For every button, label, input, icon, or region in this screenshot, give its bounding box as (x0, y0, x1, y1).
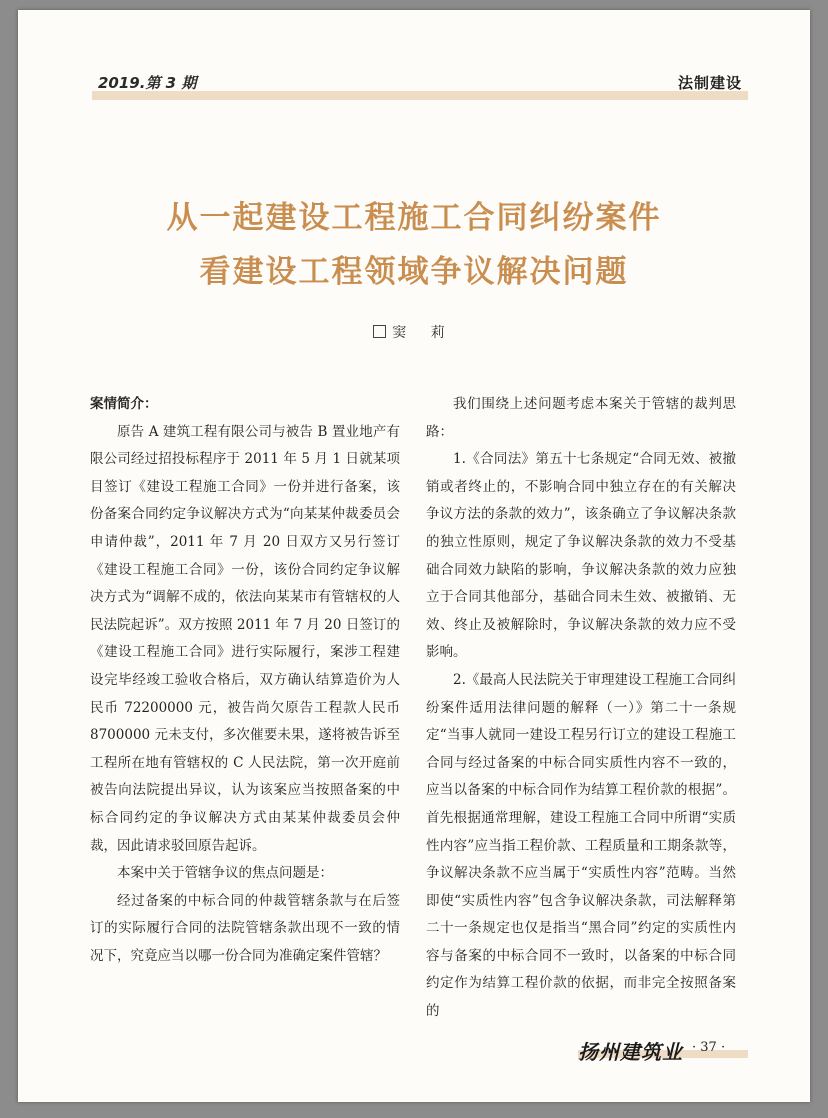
left-paragraph: 原告 A 建筑工程有限公司与被告 B 置业地产有限公司经过招投标程序于 2011 年 5 月 1 日就某项目签订《建设工程施工合同》一份并进行备案，该份备案合同约定争议解决方式为“向某某仲裁委员会申请仲裁”，2011 年 7 月 20 日双方又另行签订《建设工程施工合同》一份，该份合同约定争议解决方式为“调解不成的，依法向某某市有管辖权的人民法院起诉”。双方按照 2011 年 7 月 20 日签订的《建设工程施工合同》进行实际履行，案涉工程建设完毕经竣工验收合格后，双方确认结算造价为人民币 72200000 元，被告尚欠原告工程款人民币 8700000 元未支付，多次催要未果，遂将被告诉至工程所在地有管辖权的 C 人民法院，第一次开庭前被告向法院提出异议，认为该案应当按照备案的中标合同约定的争议解决方式由某某仲裁委员会仲裁，因此请求驳回原告起诉。 (90, 423, 400, 854)
issue-label: 2019.第 3 期 (98, 74, 197, 92)
right-paragraph: 我们围绕上述问题考虑本案关于管辖的裁判思路： (426, 396, 736, 440)
case-summary-heading: 案情简介： (90, 396, 158, 412)
article-title-line-1: 从一起建设工程施工合同纠纷案件 (166, 200, 662, 236)
right-column (426, 391, 736, 1026)
author-name: 窦 莉 (392, 325, 455, 341)
article-title-line-2: 看建设工程领域争议解决问题 (199, 254, 629, 290)
right-paragraph: 1.《合同法》第五十七条规定“合同无效、被撤销或者终止的，不影响合同中独立存在的有关解决争议方法的条款的效力”，该条确立了争议解决条款的独立性原则，规定了争议解决条款的效力不受基础合同效力缺陷的影响，争议解决条款的效力应独立于合同其他部分，基础合同未生效、被撤销、无效、终止及被解除时，争议解决条款的效力应不受影响。 (426, 451, 736, 661)
page-header (92, 72, 748, 102)
journal-page (18, 10, 810, 1102)
section-label: 法制建设 (677, 74, 742, 92)
author-line (18, 322, 810, 342)
right-paragraph: 2.《最高人民法院关于审理建设工程施工合同纠纷案件适用法律问题的解释（一）》第二十一条规定“当事人就同一建设工程另行订立的建设工程施工合同与经过备案的中标合同实质性内容不一致的，应当以备案的中标合同作为结算工程价款的根据”。首先根据通常理解，建设工程施工合同中所谓“实质性内容”应当指工程价款、工程质量和工期条款等，争议解决条款不应当属于“实质性内容”范畴。当然即使“实质性内容”包含争议解决条款，司法解释第二十一条规定也仅是指当“黑合同”约定的实质性内容与备案的中标合同不一致时，以备案的中标合同约定作为结算工程价款的依据，而非完全按照备案的 (426, 671, 736, 1020)
left-paragraph: 本案中关于管辖争议的焦点问题是： (117, 865, 333, 882)
left-paragraph: 经过备案的中标合同的仲裁管辖条款与在后签订的实际履行合同的法院管辖条款出现不一致的情况下，究竟应当以哪一份合同为准确定案件管辖？ (90, 892, 400, 964)
page-number: · 37 · (692, 1040, 726, 1055)
author-box-icon (373, 325, 386, 338)
footer-brand-logo: 扬州建筑业 (578, 1040, 683, 1064)
left-column (90, 391, 400, 970)
